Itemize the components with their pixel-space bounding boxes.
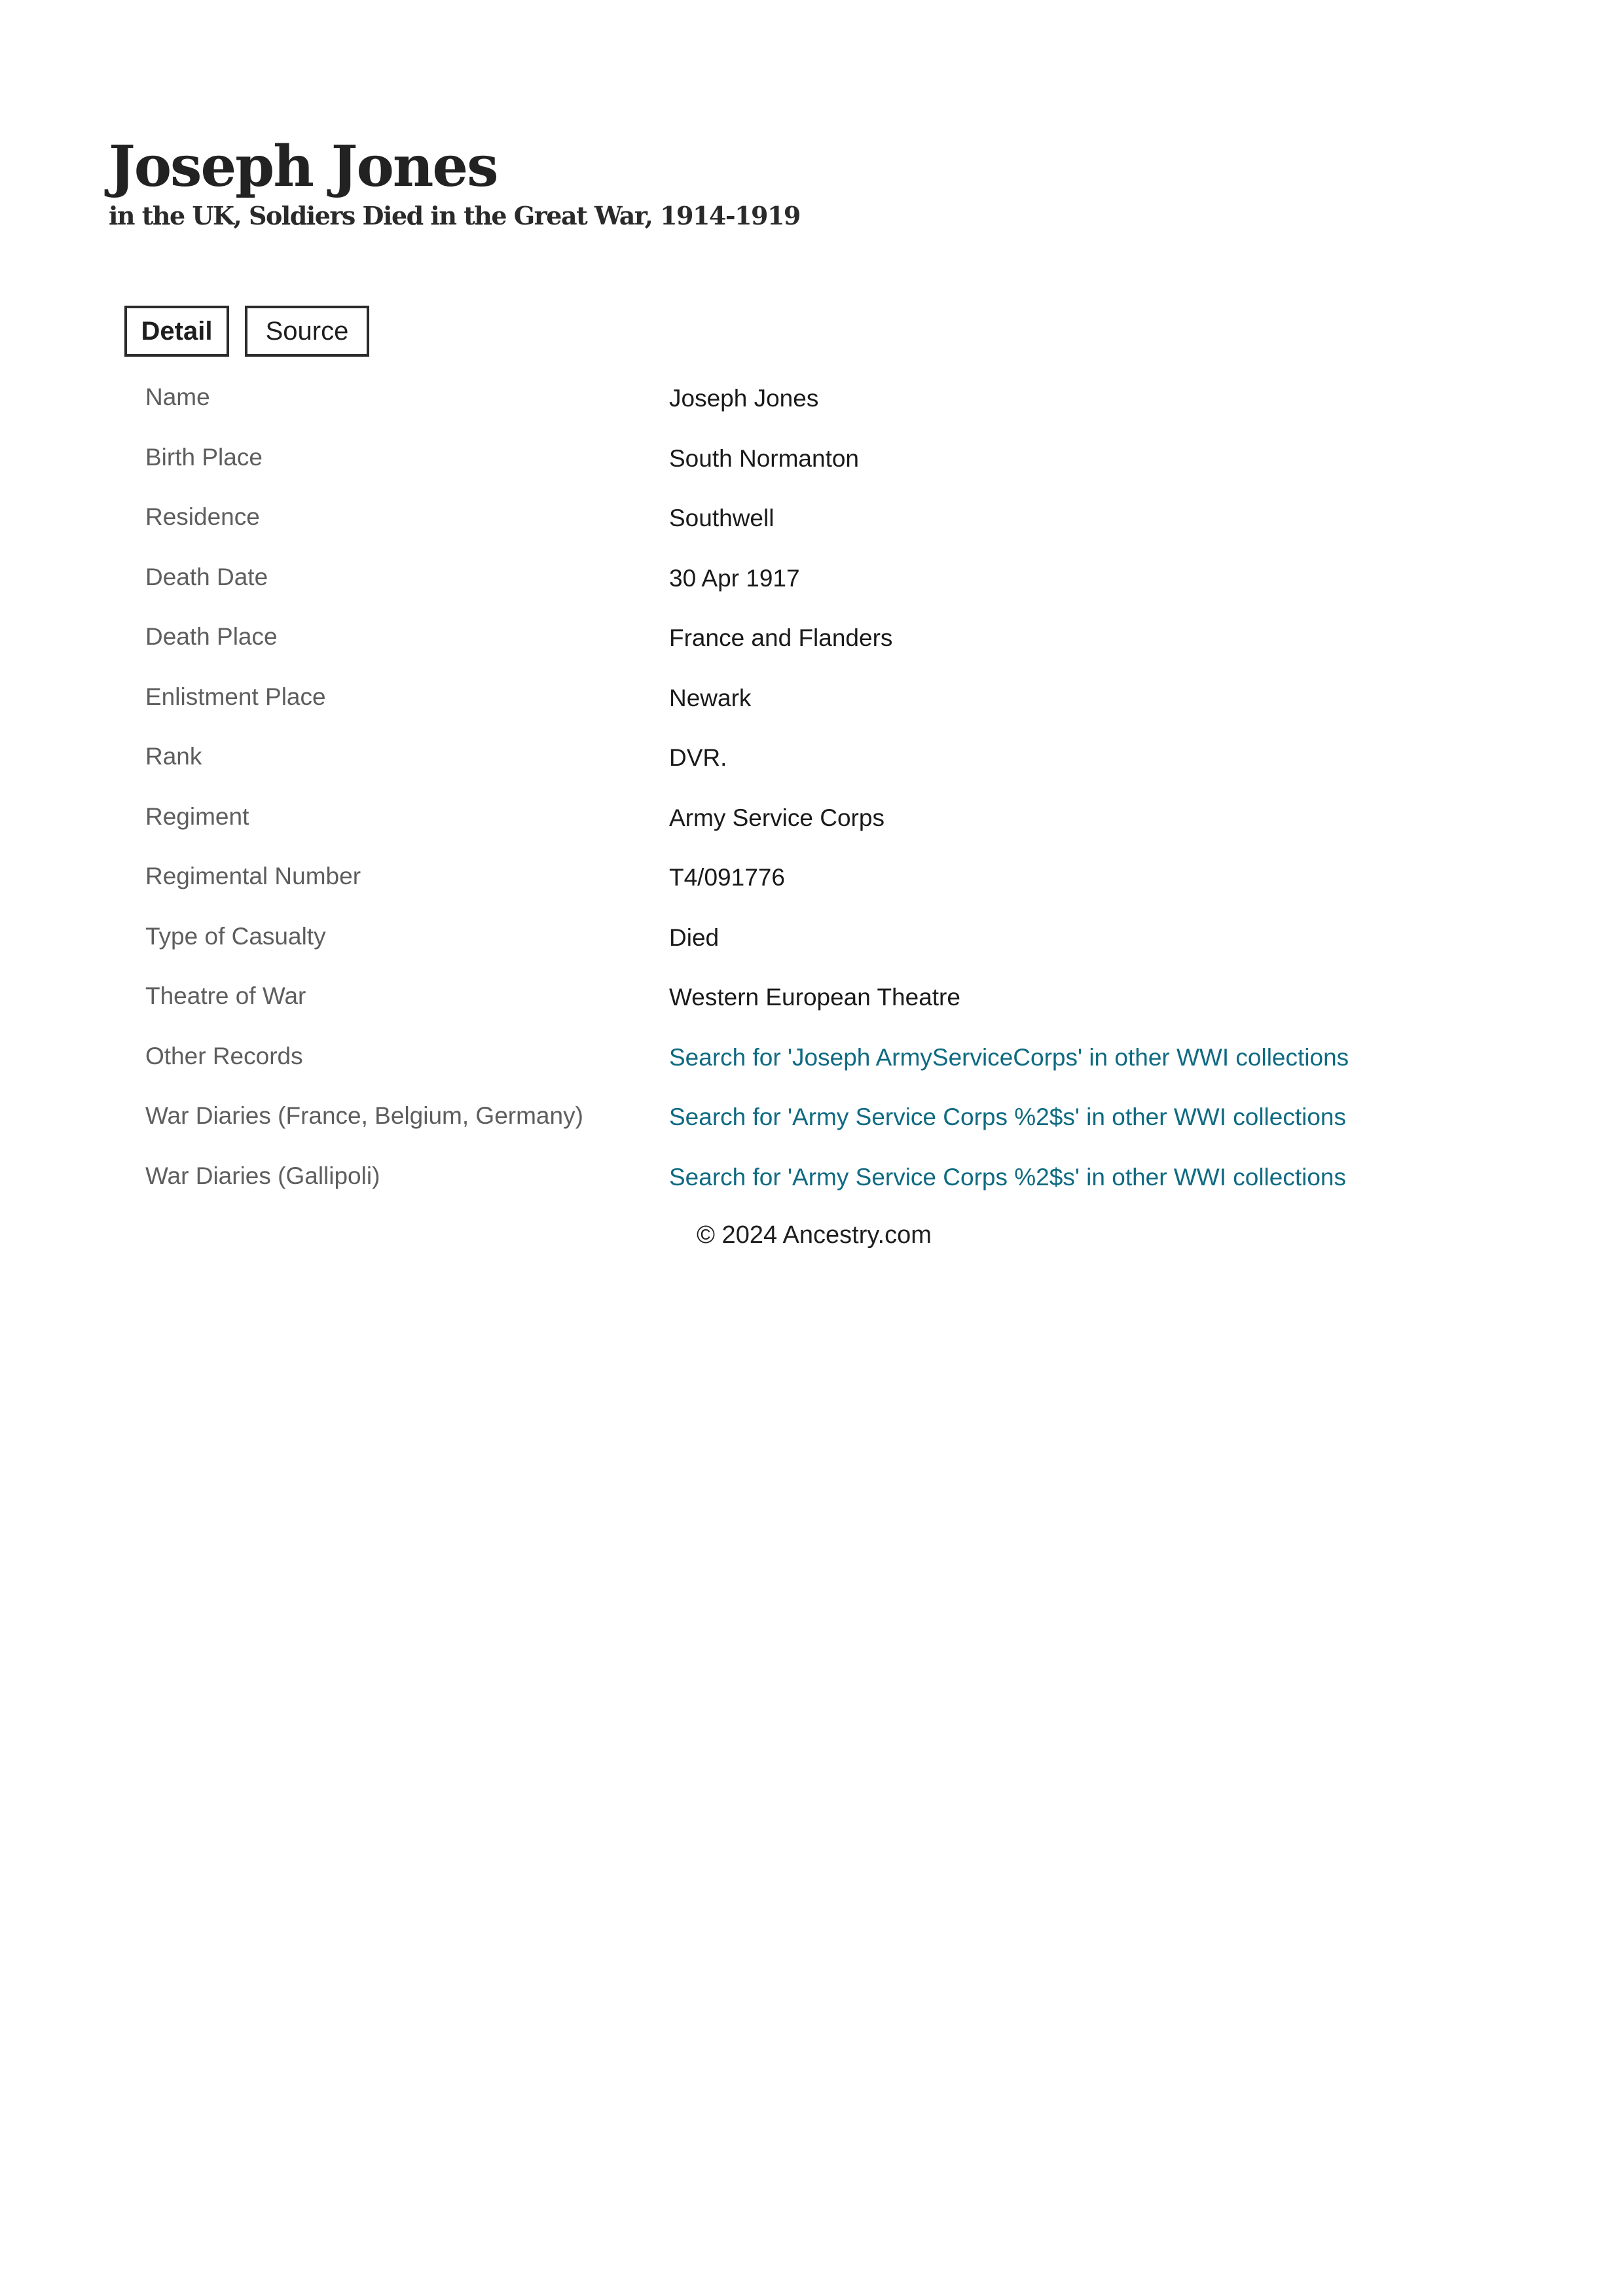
field-label-other-records: Other Records <box>145 1042 303 1069</box>
field-value-regiment: Army Service Corps <box>669 804 884 831</box>
field-label-war-diaries-france: War Diaries (France, Belgium, Germany) <box>145 1102 583 1129</box>
field-label-theatre-of-war: Theatre of War <box>145 982 306 1009</box>
record-row-other-records <box>145 1039 1520 1099</box>
field-value-enlistment-place: Newark <box>669 684 752 711</box>
other-records-search-link[interactable]: Search for 'Joseph ArmyServiceCorps' in other WWI collections <box>669 1043 1349 1071</box>
field-label-regiment: Regiment <box>145 802 249 830</box>
field-label-name: Name <box>145 384 210 410</box>
field-value-rank: DVR. <box>669 744 727 771</box>
record-details <box>145 380 1520 1218</box>
tab-detail[interactable]: Detail <box>124 306 229 357</box>
field-label-death-date: Death Date <box>145 563 268 590</box>
record-row-death-date <box>145 560 1520 620</box>
record-row-war-diaries-france <box>145 1098 1520 1158</box>
field-value-death-date: 30 Apr 1917 <box>669 564 800 592</box>
record-row-residence <box>145 499 1520 560</box>
field-value-birth-place: South Normanton <box>669 444 860 472</box>
tab-source[interactable]: Source <box>245 306 369 357</box>
collection-name: in the UK, Soldiers Died in the Great War, 1914-1919 <box>109 201 800 230</box>
field-label-regimental-number: Regimental Number <box>145 863 361 889</box>
field-label-war-diaries-gallipoli: War Diaries (Gallipoli) <box>145 1162 380 1189</box>
record-row-name <box>145 380 1520 440</box>
war-diaries-france-search-link[interactable]: Search for 'Army Service Corps %2$s' in other WWI collections <box>669 1103 1347 1130</box>
field-value-name: Joseph Jones <box>669 385 819 412</box>
field-label-type-of-casualty: Type of Casualty <box>145 922 326 950</box>
record-row-regimental-number <box>145 859 1520 919</box>
field-value-death-place: France and Flanders <box>669 624 893 651</box>
record-row-regiment <box>145 799 1520 859</box>
person-name: Joseph Jones <box>109 134 498 200</box>
field-label-birth-place: Birth Place <box>145 443 263 471</box>
record-row-death-place <box>145 619 1520 679</box>
war-diaries-gallipoli-search-link[interactable]: Search for 'Army Service Corps %2$s' in other WWI collections <box>669 1163 1347 1191</box>
field-label-death-place: Death Place <box>145 623 278 650</box>
field-value-regimental-number: T4/091776 <box>669 864 785 891</box>
record-row-war-diaries-gallipoli <box>145 1158 1520 1219</box>
field-label-rank: Rank <box>145 743 202 770</box>
field-label-residence: Residence <box>145 503 260 530</box>
copyright-footer: © 2024 Ancestry.com <box>697 1221 932 1249</box>
field-value-theatre-of-war: Western European Theatre <box>669 984 960 1011</box>
record-row-rank <box>145 739 1520 799</box>
record-row-enlistment-place <box>145 679 1520 740</box>
record-row-theatre-of-war <box>145 978 1520 1039</box>
field-label-enlistment-place: Enlistment Place <box>145 683 326 710</box>
field-value-type-of-casualty: Died <box>669 924 720 951</box>
record-row-birth-place <box>145 440 1520 500</box>
field-value-residence: Southwell <box>669 505 775 531</box>
record-row-type-of-casualty <box>145 919 1520 979</box>
record-tabs <box>124 306 369 357</box>
title-block <box>109 134 800 232</box>
